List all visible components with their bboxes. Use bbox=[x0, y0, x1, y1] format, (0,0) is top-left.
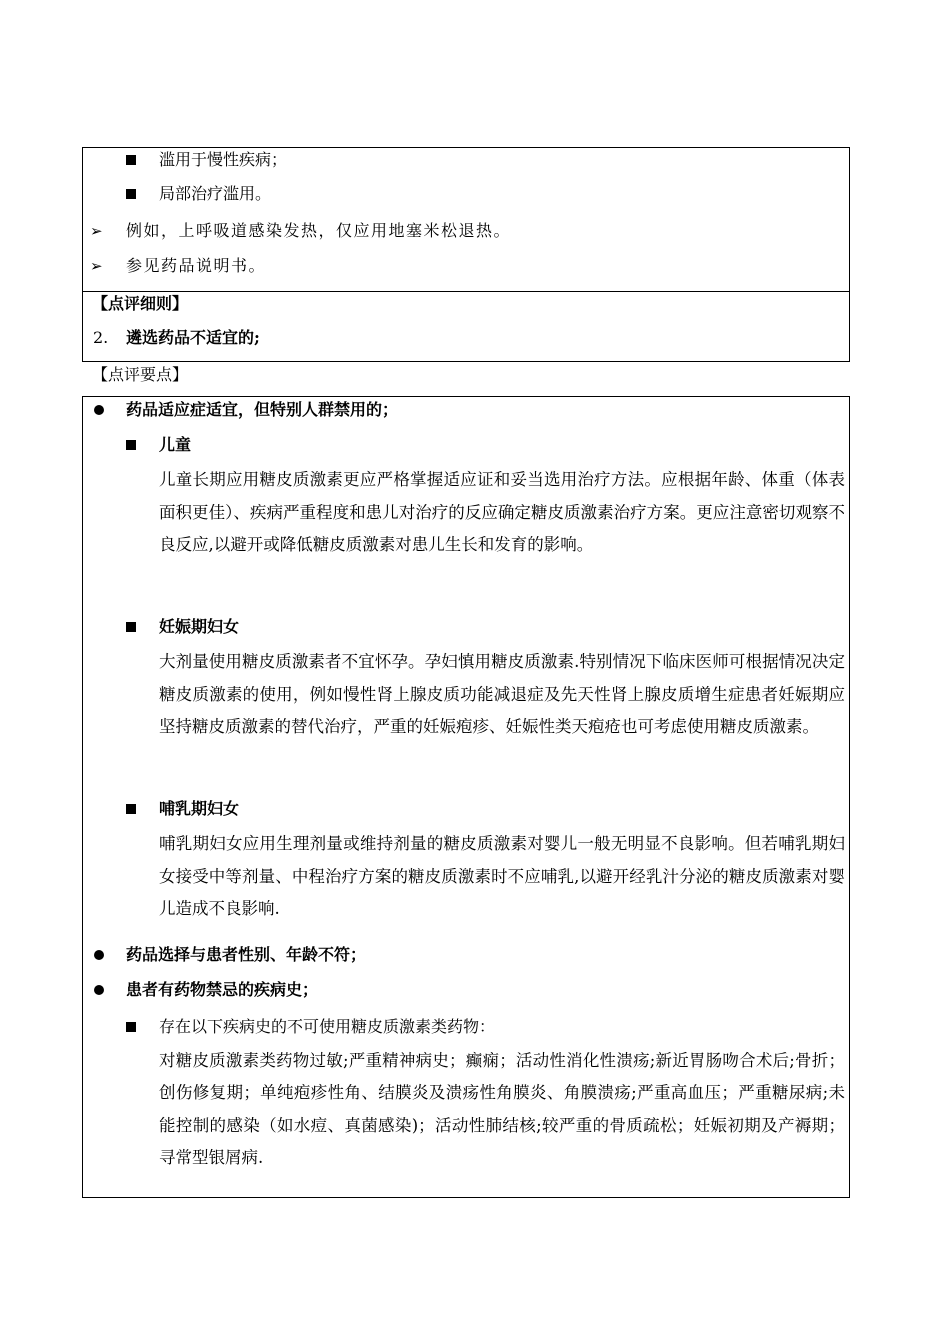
children-text: 儿童长期应用糖皮质激素更应严格掌握适应证和妥当选用治疗方法。应根据年龄、体重（体表面积更佳）、疾病严重程度和患儿对治疗的反应确定糖皮质激素治疗方案。更应注意密切观察不良反应,以避开或降低糖皮质激素对患儿生长和发育的影响。 bbox=[159, 470, 845, 554]
table-divider bbox=[83, 291, 849, 292]
round-bullet-icon bbox=[94, 950, 104, 960]
pregnant-title: 妊娠期妇女 bbox=[159, 617, 240, 636]
square-bullet-icon bbox=[126, 189, 136, 199]
bullet-item-local: 局部治疗滥用。 bbox=[159, 184, 272, 203]
square-bullet-icon bbox=[126, 1022, 136, 1032]
square-bullet-icon bbox=[126, 804, 136, 814]
children-title: 儿童 bbox=[159, 435, 192, 454]
lactating-title: 哺乳期妇女 bbox=[159, 799, 240, 818]
arrow-item-reference: 参见药品说明书。 bbox=[126, 256, 267, 275]
lactating-text: 哺乳期妇女应用生理剂量或维持剂量的糖皮质激素对婴儿一般无明显不良影响。但若哺乳期妇女接受中等剂量、中程治疗方案的糖皮质激素时不应哺乳,以避开经乳汁分泌的糖皮质激素对婴儿造成不良影响. bbox=[159, 834, 845, 918]
square-bullet-icon bbox=[126, 622, 136, 632]
arrow-bullet-icon: ➢ bbox=[90, 222, 103, 240]
bullet-item-chronic: 滥用于慢性疾病； bbox=[159, 150, 288, 169]
rule-number: 2. bbox=[93, 328, 109, 347]
points-heading: 【点评要点】 bbox=[92, 365, 189, 384]
arrow-item-example: 例如，上呼吸道感染发热，仅应用地塞米松退热。 bbox=[126, 221, 512, 240]
square-bullet-icon bbox=[126, 440, 136, 450]
item1-title: 药品适应症适宜，但特别人群禁用的； bbox=[126, 400, 399, 419]
item2-title: 药品选择与患者性别、年龄不符； bbox=[126, 945, 367, 964]
detail-heading: 【点评细则】 bbox=[92, 294, 189, 313]
pregnant-text: 大剂量使用糖皮质激素者不宜怀孕。孕妇慎用糖皮质激素.特别情况下临床医师可根据情况决定糖皮质激素的使用，例如慢性肾上腺皮质功能减退症及先天性肾上腺皮质增生症患者妊娠期应坚持糖皮质激素的替代治疗，严重的妊娠疱疹、妊娠性类天疱疮也可考虑使用糖皮质激素。 bbox=[159, 652, 845, 736]
round-bullet-icon bbox=[94, 405, 104, 415]
item3-sub-title: 存在以下疾病史的不可使用糖皮质激素类药物： bbox=[159, 1017, 496, 1036]
item3-title: 患者有药物禁忌的疾病史； bbox=[126, 980, 319, 999]
arrow-bullet-icon: ➢ bbox=[90, 257, 103, 275]
item3-text: 对糖皮质激素类药物过敏;严重精神病史；癫痫；活动性消化性溃疡;新近胃肠吻合术后;骨折；创伤修复期；单纯疱疹性角、结膜炎及溃疡性角膜炎、角膜溃疡;严重高血压；严重糖尿病;未能控制的感染（如水痘、真菌感染)；活动性肺结核;较严重的骨质疏松；妊娠初期及产褥期；寻常型银屑病. bbox=[159, 1051, 845, 1167]
rule-text: 遴选药品不适宜的; bbox=[126, 328, 260, 347]
square-bullet-icon bbox=[126, 155, 136, 165]
round-bullet-icon bbox=[94, 985, 104, 995]
